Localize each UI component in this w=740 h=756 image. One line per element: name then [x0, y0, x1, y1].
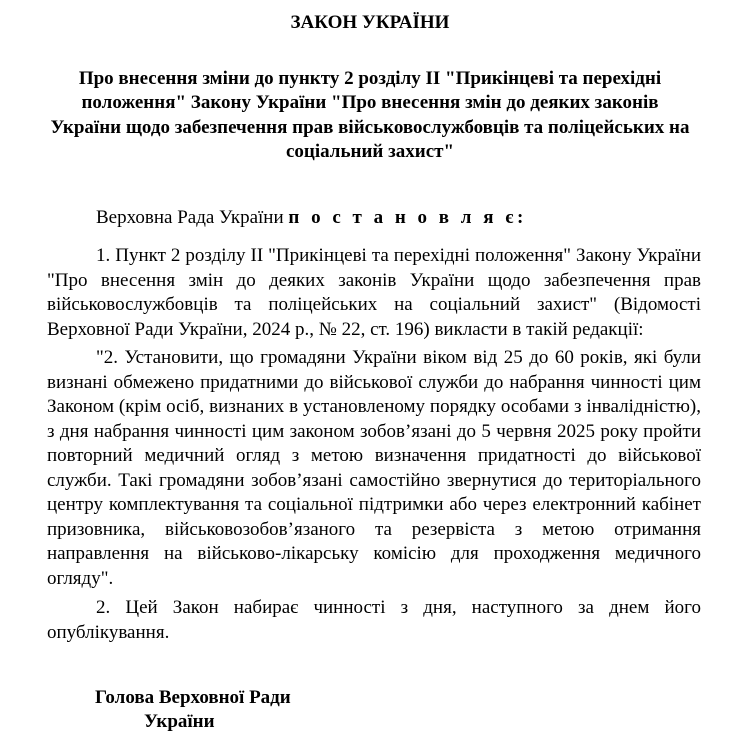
- paragraph-line: "Про внесення змін до деяких законів України щодо забезпечення прав: [47, 269, 701, 291]
- subtitle-line: Про внесення зміни до пункту 2 розділу ІІ "Прикінцеві та перехідні: [78, 68, 662, 89]
- preamble: [47, 206, 701, 231]
- paragraph-2: [47, 596, 701, 645]
- preamble-verb: п о с т а н о в л я є:: [288, 207, 527, 228]
- paragraph-line: огляду".: [47, 567, 114, 589]
- paragraph-line: опублікування.: [47, 621, 170, 643]
- subtitle-line: України щодо забезпечення прав військовослужбовців та поліцейських на: [50, 116, 690, 138]
- paragraph-line: служби. Такі громадяни зобов’язані самостійно звернутися до територіального: [47, 469, 701, 491]
- paragraph-line: центру комплектування та соціальної підтримки або через електронний кабінет: [47, 494, 701, 515]
- paragraph-line: Верховної Ради України, 2024 р., № 22, ст. 196) викласти в такій редакції:: [47, 318, 644, 340]
- paragraph-line: "2. Установити, що громадяни України віком від 25 до 60 років, які були: [96, 347, 701, 368]
- signature-country: України: [144, 711, 215, 732]
- paragraph-line: повторний медичний огляд з метою визначення придатності до військової: [47, 445, 701, 466]
- paragraph-1: [47, 244, 701, 342]
- paragraph-line: з дня набрання чинності цим законом зобов’язані до 5 червня 2025 року пройти: [47, 420, 701, 442]
- paragraph-line: призовника, військовозобов’язаного та резервіста з метою отримання: [47, 518, 701, 540]
- paragraph-line: направлення на військово-лікарську комісію для проходження медичного: [47, 543, 701, 564]
- paragraph-line: 2. Цей Закон набирає чинності з дня, наступного за днем його: [96, 597, 701, 618]
- paragraph-line: військовослужбовців та поліцейських на соціальний захист" (Відомості: [47, 294, 701, 315]
- preamble-text: Верховна Рада України: [96, 207, 284, 228]
- paragraph-line: визнані обмежено придатними до військової служби до набрання чинності цим: [47, 371, 701, 393]
- document-subtitle: [40, 67, 700, 164]
- paragraph-line: 1. Пункт 2 розділу ІІ "Прикінцеві та перехідні положення" Закону України: [96, 245, 701, 266]
- subtitle-line: положення" Закону України "Про внесення змін до деяких законів: [81, 92, 659, 114]
- paragraph-line: Законом (крім осіб, визнаних в установленому порядку особами з інвалідністю),: [47, 396, 701, 417]
- subtitle-line: соціальний захист": [285, 140, 455, 162]
- signature-title: Голова Верховної Ради: [95, 687, 291, 708]
- signature-block: [95, 686, 291, 734]
- document-heading: ЗАКОН УКРАЇНИ: [290, 12, 450, 33]
- quoted-amendment: [47, 346, 701, 591]
